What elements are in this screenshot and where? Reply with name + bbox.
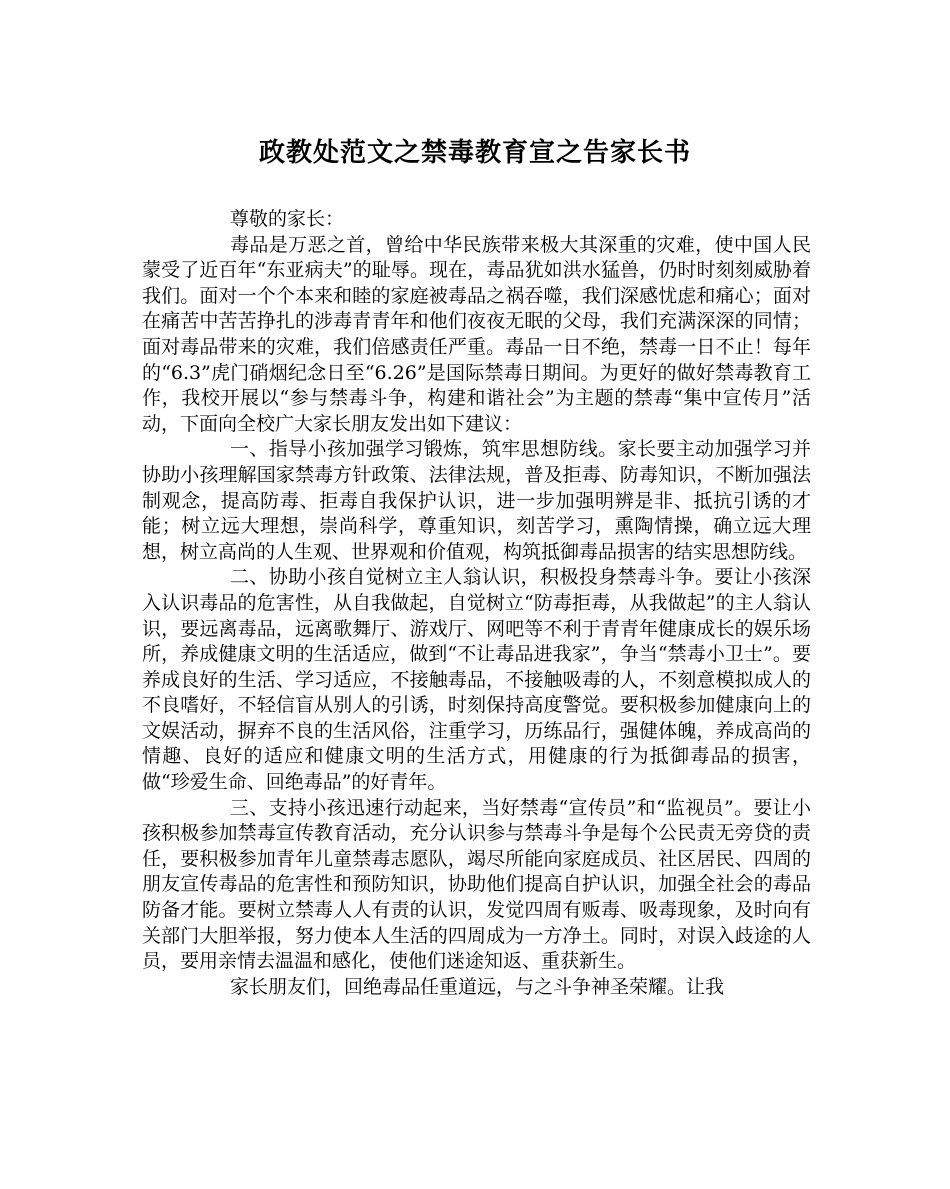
document-body	[142, 207, 811, 1000]
paragraph-closing: 家长朋友们，回绝毒品任重道远，与之斗争神圣荣耀。让我	[230, 975, 725, 998]
paragraph-suggestion-2: 二、协助小孩自觉树立主人翁认识，积极投身禁毒斗争。要让小孩深入认识毒品的危害性，从自我做起，自觉树立“防毒拒毒，从我做起”的主人翁认识，要远离毒品，远离歌舞厅、游戏厅、网吧等不利于青青年健康成长的娱乐场所，养成健康文明的生活适应，做到“不让毒品进我家”，争当“禁毒小卫士”。要养成良好的生活、学习适应，不接触毒品，不接触吸毒的人，不刻意模拟成人的不良嗜好，不轻信盲从别人的引诱，时刻保持高度警觉。要积极参加健康向上的文娱活动，摒弃不良的生活风俗，注重学习，历练品行，强健体魄，养成高尚的情趣、良好的适应和健康文明的生活方式，用健康的行为抵御毒品的损害，做“珍爱生命、回绝毒品”的好青年。	[142, 566, 811, 794]
document-title: 政教处范文之禁毒教育宣之告家长书	[258, 138, 691, 168]
paragraph-suggestion-1: 一、指导小孩加强学习锻炼，筑牢思想防线。家长要主动加强学习并协助小孩理解国家禁毒方针政策、法律法规，普及拒毒、防毒知识，不断加强法制观念，提高防毒、拒毒自我保护认识，进一步加强明辨是非、抵抗引诱的才能；树立远大理想，崇尚科学，尊重知识，刻苦学习，熏陶情操，确立远大理想，树立高尚的人生观、世界观和价值观，构筑抵御毒品损害的结实思想防线。	[142, 438, 811, 563]
paragraph-intro: 毒品是万恶之首，曾给中华民族带来极大其深重的灾难，使中国人民蒙受了近百年“东亚病夫”的耻辱。现在，毒品犹如洪水猛兽，仍时时刻刻威胁着我们。面对一个个本来和睦的家庭被毒品之祸吞噬，我们深感忧虑和痛心；面对在痛苦中苦苦挣扎的涉毒青青年和他们夜夜无眠的父母，我们充满深深的同情；面对毒品带来的灾难，我们倍感责任严重。毒品一日不绝，禁毒一日不止！每年的“6.3”虎门硝烟纪念日至“6.26”是国际禁毒日期间。为更好的做好禁毒教育工作，我校开展以“参与禁毒斗争，构建和谐社会”为主题的禁毒“集中宣传月”活动，下面向全校广大家长朋友发出如下建议：	[142, 233, 811, 435]
salutation: 尊敬的家长：	[230, 208, 345, 230]
paragraph-suggestion-3: 三、支持小孩迅速行动起来，当好禁毒“宣传员”和“监视员”。要让小孩积极参加禁毒宣传教育活动，充分认识参与禁毒斗争是每个公民责无旁贷的责任，要积极参加青年儿童禁毒志愿队，竭尽所能向家庭成员、社区居民、四周的朋友宣传毒品的危害性和预防知识，协助他们提高自护认识，加强全社会的毒品防备才能。要树立禁毒人人有责的认识，发觉四周有贩毒、吸毒现象，及时向有关部门大胆举报，努力使本人生活的四周成为一方净土。同时，对误入歧途的人员，要用亲情去温温和感化，使他们迷途知返、重获新生。	[142, 796, 811, 973]
